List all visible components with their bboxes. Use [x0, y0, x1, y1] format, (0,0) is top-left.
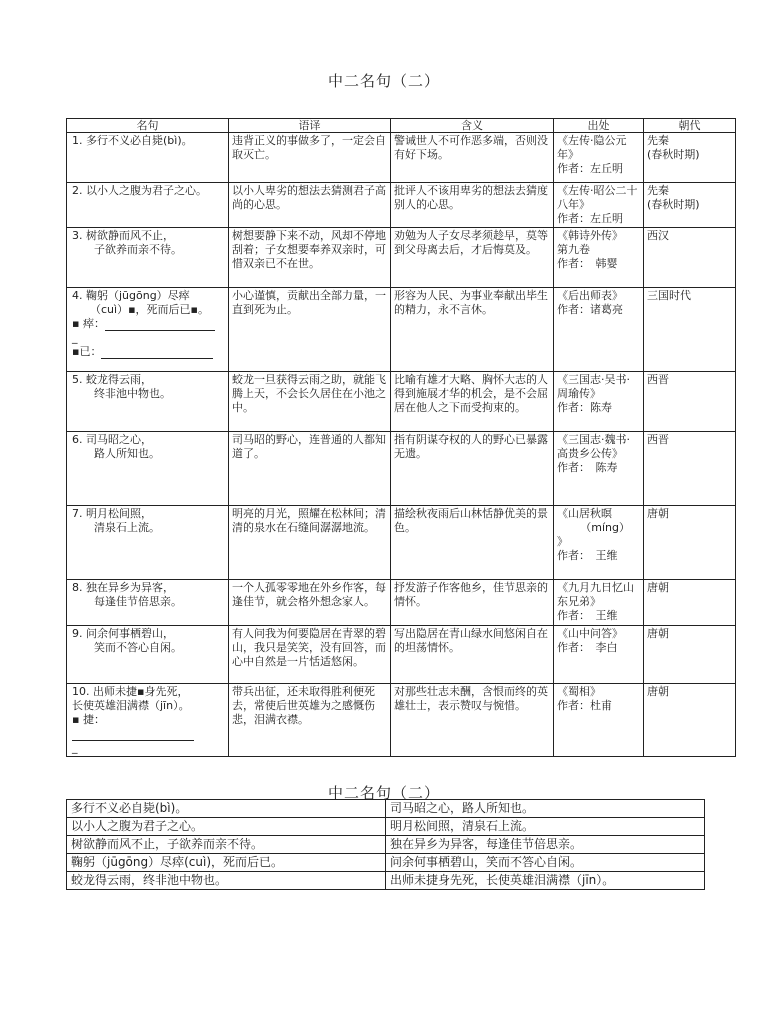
source-cell: 《三国志·魏书·高贵乡公传》 作者： 陈寿	[554, 432, 644, 506]
table-row	[67, 626, 736, 684]
meaning-cell: 抒发游子作客他乡，佳节思亲的情怀。	[391, 580, 554, 626]
sentence-cell: 9. 问余何事栖碧山， 笑而不答心自闲。	[67, 626, 229, 684]
list-row	[67, 818, 705, 836]
source-cell: 《蜀相》 作者：杜甫	[554, 684, 644, 757]
list-item: 出师未捷身先死，长使英雄泪满襟（jīn）。	[386, 872, 705, 890]
translation-cell: 树想要静下来不动，风却不停地刮着；子女想要奉养双亲时，可惜双亲已不在世。	[229, 228, 391, 288]
meaning-cell: 劝勉为人子女尽孝须趁早，莫等到父母离去后，才后悔莫及。	[391, 228, 554, 288]
list-item: 多行不义必自毙(bì)。	[67, 800, 386, 818]
sentence-cell: 4. 鞠躬（jūgōng）尽瘁 （cuì）▪，死而后已▪。 ▪ 瘁： _ ▪已：	[67, 288, 229, 372]
list-row	[67, 800, 705, 818]
dynasty-cell: 西晋	[644, 432, 736, 506]
source-cell: 《左传·隐公元年》 作者：左丘明	[554, 133, 644, 183]
quotes-list-table	[66, 799, 705, 890]
header-dynasty: 朝代	[644, 119, 736, 133]
translation-cell: 司马昭的野心，连普通的人都知道了。	[229, 432, 391, 506]
list-item: 问余何事栖碧山，笑而不答心自闲。	[386, 854, 705, 872]
sentence-cell: 7. 明月松间照， 清泉石上流。	[67, 506, 229, 580]
source-cell: 《后出师表》 作者：诸葛亮	[554, 288, 644, 372]
sentence-cell: 8. 独在异乡为异客， 每逢佳节倍思亲。	[67, 580, 229, 626]
list-row	[67, 872, 705, 890]
translation-cell: 明亮的月光，照耀在松林间；清清的泉水在石缝间潺潺地流。	[229, 506, 391, 580]
sentence-cell: 1. 多行不义必自毙(bì)。	[67, 133, 229, 183]
dynasty-cell: 唐朝	[644, 580, 736, 626]
dynasty-cell: 唐朝	[644, 684, 736, 757]
page-title: 中二名句（二）	[327, 72, 440, 90]
header-sentence: 名句	[67, 119, 229, 133]
table-row	[67, 183, 736, 228]
dynasty-cell: 西晋	[644, 372, 736, 432]
dynasty-cell: 唐朝	[644, 626, 736, 684]
quotes-table	[66, 118, 736, 757]
meaning-cell: 形容为人民、为事业奉献出毕生的精力，永不言休。	[391, 288, 554, 372]
list-row	[67, 836, 705, 854]
meaning-cell: 对那些壮志未酬，含恨而终的英雄壮士，表示赞叹与惋惜。	[391, 684, 554, 757]
table-row	[67, 432, 736, 506]
source-cell: 《韩诗外传》 第九卷 作者： 韩婴	[554, 228, 644, 288]
meaning-cell: 写出隐居在青山绿水间悠闲自在的坦荡情怀。	[391, 626, 554, 684]
source-cell: 《三国志·吴书·周瑜传》 作者：陈寿	[554, 372, 644, 432]
meaning-cell: 指有阴谋夺权的人的野心已暴露无遗。	[391, 432, 554, 506]
table-row	[67, 228, 736, 288]
sentence-cell: 5. 蛟龙得云雨， 终非池中物也。	[67, 372, 229, 432]
header-translation: 语译	[229, 119, 391, 133]
list-title: 中二名句（二）	[327, 784, 440, 802]
source-cell: 《山居秋暝 （míng） 》 作者： 王维	[554, 506, 644, 580]
translation-cell: 小心谨慎，贡献出全部力量，一直到死为止。	[229, 288, 391, 372]
translation-cell: 带兵出征，还未取得胜利便死去，常使后世英雄为之感慨伤悲，泪满衣襟。	[229, 684, 391, 757]
table-row	[67, 506, 736, 580]
sentence-cell: 10. 出师未捷▪身先死， 长使英雄泪满襟（jīn）。 ▪ 捷： _	[67, 684, 229, 757]
table-row	[67, 684, 736, 757]
list-item: 树欲静而风不止，子欲养而亲不待。	[67, 836, 386, 854]
table-header-row	[67, 119, 736, 133]
translation-cell: 一个人孤零零地在外乡作客，每逢佳节，就会格外想念家人。	[229, 580, 391, 626]
header-source: 出处	[554, 119, 644, 133]
source-cell: 《九月九日忆山东兄弟》 作者： 王维	[554, 580, 644, 626]
translation-cell: 蛟龙一旦获得云雨之助，就能飞腾上天，不会长久居住在小池之中。	[229, 372, 391, 432]
header-meaning: 含义	[391, 119, 554, 133]
translation-cell: 以小人卑劣的想法去猜测君子高尚的心思。	[229, 183, 391, 228]
meaning-cell: 警诫世人不可作恶多端，否则没有好下场。	[391, 133, 554, 183]
list-row	[67, 854, 705, 872]
table-row	[67, 288, 736, 372]
table-row	[67, 133, 736, 183]
meaning-cell: 比喻有雄才大略、胸怀大志的人得到施展才华的机会，是不会屈居在他人之下而受拘束的。	[391, 372, 554, 432]
source-cell: 《左传·昭公二十八年》 作者：左丘明	[554, 183, 644, 228]
dynasty-cell: 先秦 (春秋时期)	[644, 133, 736, 183]
sentence-cell: 2. 以小人之腹为君子之心。	[67, 183, 229, 228]
dynasty-cell: 唐朝	[644, 506, 736, 580]
translation-cell: 有人问我为何要隐居在青翠的碧山，我只是笑笑，没有回答，而心中自然是一片恬适悠闲。	[229, 626, 391, 684]
dynasty-cell: 西汉	[644, 228, 736, 288]
answer-blank-line	[105, 320, 215, 331]
meaning-cell: 描绘秋夜雨后山林恬静优美的景色。	[391, 506, 554, 580]
source-cell: 《山中问答》 作者： 李白	[554, 626, 644, 684]
sentence-cell: 3. 树欲静而风不止， 子欲养而亲不待。	[67, 228, 229, 288]
list-item: 蛟龙得云雨，终非池中物也。	[67, 872, 386, 890]
table-row	[67, 372, 736, 432]
table-row	[67, 580, 736, 626]
list-item: 司马昭之心，路人所知也。	[386, 800, 705, 818]
list-item: 独在异乡为异客，每逢佳节倍思亲。	[386, 836, 705, 854]
sentence-cell: 6. 司马昭之心， 路人所知也。	[67, 432, 229, 506]
list-item: 以小人之腹为君子之心。	[67, 818, 386, 836]
translation-cell: 违背正义的事做多了，一定会自取灭亡。	[229, 133, 391, 183]
list-item: 鞠躬（jūgōng）尽瘁(cuì)，死而后已。	[67, 854, 386, 872]
answer-blank-line	[101, 348, 213, 359]
list-item: 明月松间照，清泉石上流。	[386, 818, 705, 836]
dynasty-cell: 先秦 (春秋时期)	[644, 183, 736, 228]
meaning-cell: 批评人不该用卑劣的想法去猜度别人的心思。	[391, 183, 554, 228]
dynasty-cell: 三国时代	[644, 288, 736, 372]
answer-blank-line	[72, 730, 194, 741]
